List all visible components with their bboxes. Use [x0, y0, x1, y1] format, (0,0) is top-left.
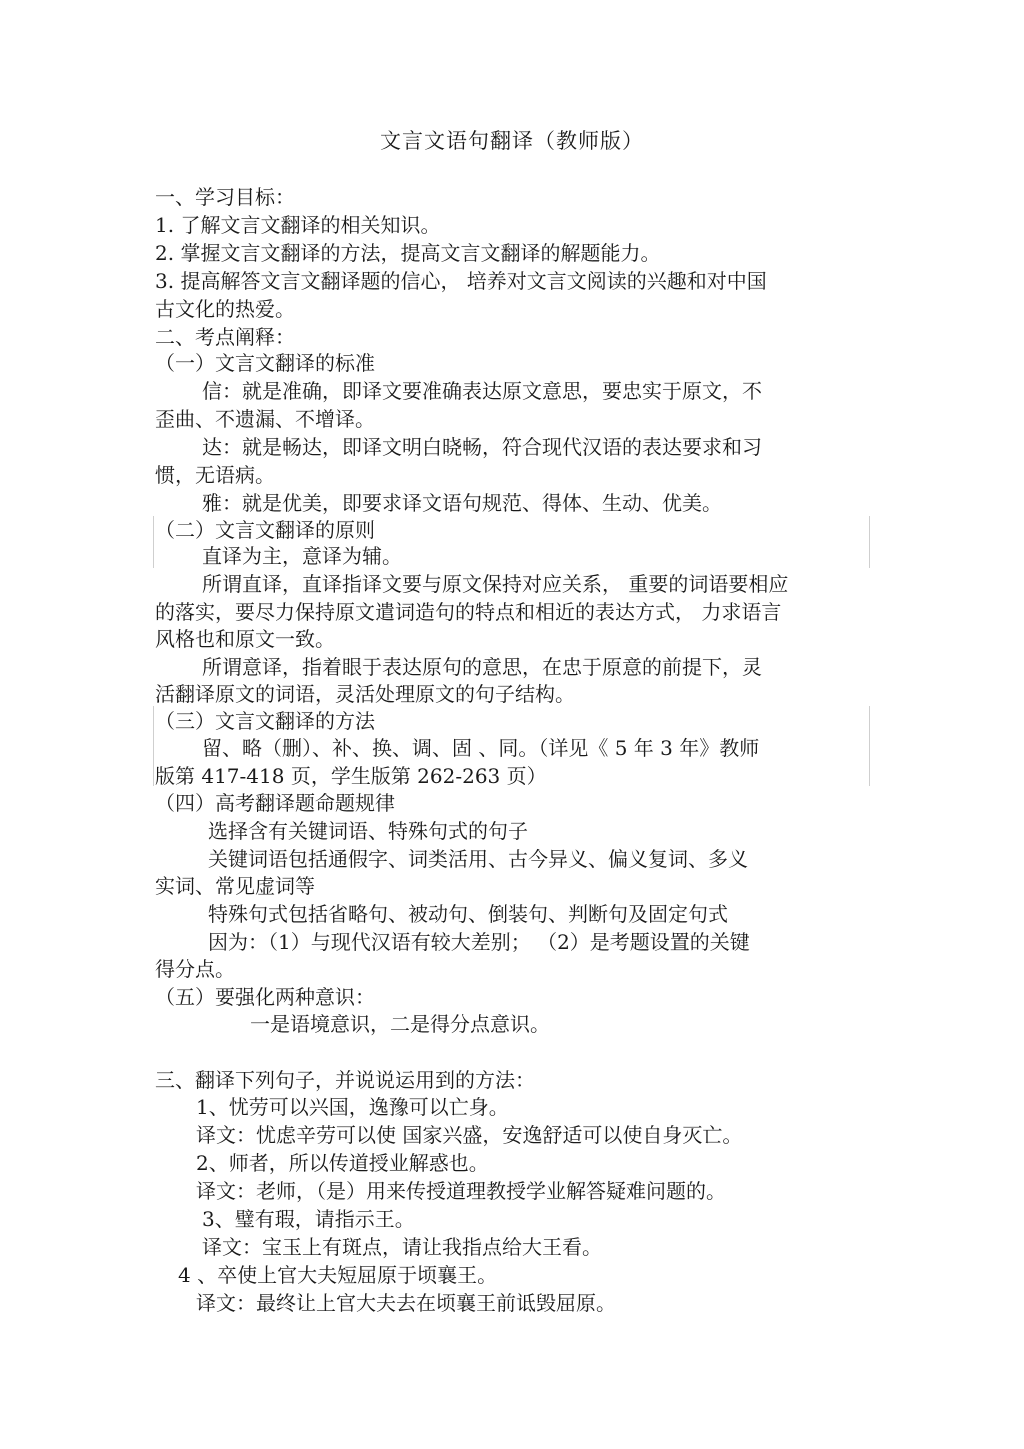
text-line: 歪曲、不遗漏、不增译。 [155, 407, 375, 431]
text-line: 二、考点阐释： [155, 325, 295, 349]
text-line: 得分点。 [155, 957, 235, 981]
text-line: 的落实，要尽力保持原文遣词造句的特点和相近的表达方式， 力求语言 [155, 600, 782, 624]
text-line: 惯，无语病。 [155, 463, 275, 487]
text-line: 三、翻译下列句子，并说说运用到的方法： [155, 1068, 535, 1092]
margin-rule [153, 516, 154, 568]
text-line: 因为：（1）与现代汉语有较大差别； （2）是考题设置的关键 [208, 930, 750, 954]
text-line: 风格也和原文一致。 [155, 627, 335, 651]
text-line: 活翻译原文的词语，灵活处理原文的句子结构。 [155, 682, 575, 706]
text-line: 特殊句式包括省略句、被动句、倒装句、判断句及固定句式 [208, 902, 728, 926]
text-line: 1. 了解文言文翻译的相关知识。 [155, 213, 441, 237]
text-line: 译文：老师，（是）用来传授道理教授学业解答疑难问题的。 [196, 1179, 726, 1203]
text-line: 译文：最终让上官大夫去在顷襄王前诋毁屈原。 [196, 1291, 616, 1315]
document-title: 文言文语句翻译（教师版） [380, 129, 644, 153]
text-line: 1、忧劳可以兴国，逸豫可以亡身。 [196, 1095, 509, 1119]
text-line: 关键词语包括通假字、词类活用、古今异义、偏义复词、多义 [208, 847, 748, 871]
text-line: 所谓意译，指着眼于表达原句的意思，在忠于原意的前提下，灵 [202, 655, 762, 679]
text-line: 2、师者，所以传道授业解惑也。 [196, 1151, 489, 1175]
text-line: 信：就是准确，即译文要准确表达原文意思，要忠实于原文，不 [202, 379, 762, 403]
text-line: 一、学习目标： [155, 185, 295, 209]
margin-rule [869, 516, 870, 568]
text-line: 实词、常见虚词等 [155, 874, 315, 898]
text-line: （四）高考翻译题命题规律 [155, 791, 395, 815]
margin-rule [153, 706, 154, 786]
text-line: 2. 掌握文言文翻译的方法，提高文言文翻译的解题能力。 [155, 241, 661, 265]
text-line: （一）文言文翻译的标准 [155, 351, 375, 375]
text-line: 译文：宝玉上有斑点，请让我指点给大王看。 [202, 1235, 602, 1259]
text-line: 一是语境意识，二是得分点意识。 [250, 1012, 550, 1036]
text-line: 直译为主，意译为辅。 [202, 544, 402, 568]
text-line: 4 、卒使上官大夫短屈原于顷襄王。 [178, 1263, 498, 1287]
margin-rule [869, 706, 870, 786]
text-line: 版第 417-418 页，学生版第 262-263 页） [155, 764, 547, 788]
text-line: （五）要强化两种意识： [155, 985, 375, 1009]
text-line: 古文化的热爱。 [155, 297, 295, 321]
text-line: 留、略（删）、补、换、调、固 、同。（详见《 5 年 3 年》教师 [202, 736, 760, 760]
text-line: 所谓直译，直译指译文要与原文保持对应关系， 重要的词语要相应 [202, 572, 789, 596]
text-line: （二）文言文翻译的原则 [155, 518, 375, 542]
text-line: 3、璧有瑕，请指示王。 [202, 1207, 415, 1231]
text-line: 译文：忧虑辛劳可以使 国家兴盛，安逸舒适可以使自身灭亡。 [196, 1123, 743, 1147]
text-line: （三）文言文翻译的方法 [155, 709, 375, 733]
text-line: 雅：就是优美，即要求译文语句规范、得体、生动、优美。 [202, 491, 722, 515]
text-line: 选择含有关键词语、特殊句式的句子 [208, 819, 528, 843]
text-line: 达：就是畅达，即译文明白晓畅，符合现代汉语的表达要求和习 [202, 435, 762, 459]
text-line: 3. 提高解答文言文翻译题的信心， 培养对文言文阅读的兴趣和对中国 [155, 269, 767, 293]
